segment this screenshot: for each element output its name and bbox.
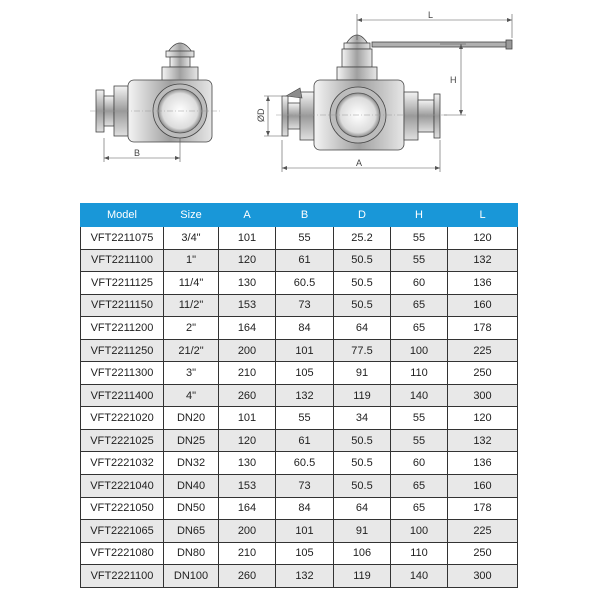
cell-a: 101	[219, 407, 276, 430]
cell-model: VFT2211125	[81, 272, 164, 295]
cell-a: 120	[219, 249, 276, 272]
cell-d: 25.2	[334, 227, 391, 250]
cell-l: 300	[448, 384, 518, 407]
cell-a: 210	[219, 542, 276, 565]
dim-label-l: L	[428, 10, 434, 20]
dim-label-d: ØD	[256, 108, 266, 122]
cell-a: 130	[219, 452, 276, 475]
cell-h: 65	[391, 497, 448, 520]
cell-l: 225	[448, 339, 518, 362]
cell-a: 130	[219, 272, 276, 295]
cell-model: VFT2211150	[81, 294, 164, 317]
cell-model: VFT2211300	[81, 362, 164, 385]
cell-b: 61	[276, 249, 334, 272]
cell-b: 61	[276, 429, 334, 452]
cell-l: 160	[448, 475, 518, 498]
cell-d: 50.5	[334, 429, 391, 452]
cell-h: 140	[391, 384, 448, 407]
header-h: H	[391, 204, 448, 227]
cell-l: 120	[448, 227, 518, 250]
cell-h: 100	[391, 520, 448, 543]
cell-d: 50.5	[334, 272, 391, 295]
cell-d: 50.5	[334, 294, 391, 317]
cell-model: VFT2211100	[81, 249, 164, 272]
cell-size: DN80	[164, 542, 219, 565]
header-size: Size	[164, 204, 219, 227]
table-row	[81, 429, 518, 452]
front-view	[256, 10, 512, 172]
table-row	[81, 362, 518, 385]
cell-l: 250	[448, 362, 518, 385]
cell-b: 101	[276, 520, 334, 543]
cell-d: 34	[334, 407, 391, 430]
cell-model: VFT2211400	[81, 384, 164, 407]
cell-h: 110	[391, 542, 448, 565]
header-d: D	[334, 204, 391, 227]
cell-size: 3"	[164, 362, 219, 385]
cell-l: 225	[448, 520, 518, 543]
side-view	[90, 43, 222, 162]
cell-b: 60.5	[276, 272, 334, 295]
cell-b: 73	[276, 475, 334, 498]
cell-b: 55	[276, 227, 334, 250]
cell-h: 65	[391, 475, 448, 498]
cell-b: 60.5	[276, 452, 334, 475]
cell-size: 11/2"	[164, 294, 219, 317]
cell-model: VFT2211200	[81, 317, 164, 340]
cell-b: 132	[276, 384, 334, 407]
table-row	[81, 475, 518, 498]
cell-b: 84	[276, 497, 334, 520]
cell-size: 11/4"	[164, 272, 219, 295]
cell-a: 120	[219, 429, 276, 452]
cell-d: 50.5	[334, 475, 391, 498]
cell-a: 200	[219, 339, 276, 362]
cell-size: 4"	[164, 384, 219, 407]
table-header-row	[81, 204, 518, 227]
cell-model: VFT2211250	[81, 339, 164, 362]
cell-h: 100	[391, 339, 448, 362]
cell-size: 3/4"	[164, 227, 219, 250]
cell-a: 260	[219, 384, 276, 407]
cell-d: 106	[334, 542, 391, 565]
cell-a: 200	[219, 520, 276, 543]
cell-a: 260	[219, 565, 276, 588]
cell-l: 250	[448, 542, 518, 565]
cell-d: 119	[334, 384, 391, 407]
cell-l: 300	[448, 565, 518, 588]
cell-h: 140	[391, 565, 448, 588]
cell-h: 65	[391, 294, 448, 317]
cell-h: 60	[391, 452, 448, 475]
cell-b: 73	[276, 294, 334, 317]
table-row	[81, 272, 518, 295]
cell-size: 2"	[164, 317, 219, 340]
cell-size: DN20	[164, 407, 219, 430]
cell-l: 132	[448, 429, 518, 452]
table-row	[81, 407, 518, 430]
cell-size: 21/2"	[164, 339, 219, 362]
dim-label-a: A	[356, 158, 363, 168]
table-row	[81, 339, 518, 362]
cell-b: 101	[276, 339, 334, 362]
cell-d: 91	[334, 362, 391, 385]
header-a: A	[219, 204, 276, 227]
spec-table	[80, 203, 518, 588]
cell-b: 105	[276, 542, 334, 565]
header-model: Model	[81, 204, 164, 227]
table-row	[81, 249, 518, 272]
cell-size: DN40	[164, 475, 219, 498]
cell-model: VFT2221050	[81, 497, 164, 520]
cell-a: 101	[219, 227, 276, 250]
cell-size: DN32	[164, 452, 219, 475]
valve-technical-drawing	[0, 0, 600, 190]
cell-a: 164	[219, 317, 276, 340]
cell-l: 136	[448, 452, 518, 475]
header-l: L	[448, 204, 518, 227]
cell-model: VFT2221065	[81, 520, 164, 543]
cell-d: 119	[334, 565, 391, 588]
table-body	[81, 227, 518, 588]
table-row	[81, 565, 518, 588]
table-row	[81, 294, 518, 317]
cell-size: DN50	[164, 497, 219, 520]
cell-a: 153	[219, 294, 276, 317]
cell-a: 153	[219, 475, 276, 498]
cell-l: 136	[448, 272, 518, 295]
cell-model: VFT2221040	[81, 475, 164, 498]
cell-l: 132	[448, 249, 518, 272]
cell-size: 1"	[164, 249, 219, 272]
table-row	[81, 227, 518, 250]
table-row	[81, 542, 518, 565]
header-b: B	[276, 204, 334, 227]
cell-d: 50.5	[334, 249, 391, 272]
cell-d: 64	[334, 497, 391, 520]
cell-h: 110	[391, 362, 448, 385]
cell-d: 77.5	[334, 339, 391, 362]
cell-size: DN25	[164, 429, 219, 452]
cell-b: 84	[276, 317, 334, 340]
table-row	[81, 497, 518, 520]
cell-model: VFT2221080	[81, 542, 164, 565]
cell-l: 160	[448, 294, 518, 317]
cell-l: 120	[448, 407, 518, 430]
cell-size: DN100	[164, 565, 219, 588]
cell-a: 164	[219, 497, 276, 520]
cell-b: 132	[276, 565, 334, 588]
cell-h: 60	[391, 272, 448, 295]
cell-h: 55	[391, 249, 448, 272]
cell-b: 105	[276, 362, 334, 385]
cell-model: VFT2221020	[81, 407, 164, 430]
table-row	[81, 452, 518, 475]
cell-l: 178	[448, 317, 518, 340]
cell-model: VFT2221100	[81, 565, 164, 588]
cell-h: 55	[391, 429, 448, 452]
cell-h: 55	[391, 227, 448, 250]
cell-l: 178	[448, 497, 518, 520]
cell-h: 55	[391, 407, 448, 430]
cell-b: 55	[276, 407, 334, 430]
cell-model: VFT2221032	[81, 452, 164, 475]
table-row	[81, 520, 518, 543]
cell-size: DN65	[164, 520, 219, 543]
table-row	[81, 317, 518, 340]
cell-d: 91	[334, 520, 391, 543]
cell-model: VFT2221025	[81, 429, 164, 452]
dim-label-b: B	[134, 148, 141, 158]
cell-d: 50.5	[334, 452, 391, 475]
table-row	[81, 384, 518, 407]
cell-model: VFT2211075	[81, 227, 164, 250]
cell-h: 65	[391, 317, 448, 340]
cell-d: 64	[334, 317, 391, 340]
dim-label-h: H	[450, 75, 457, 85]
cell-a: 210	[219, 362, 276, 385]
